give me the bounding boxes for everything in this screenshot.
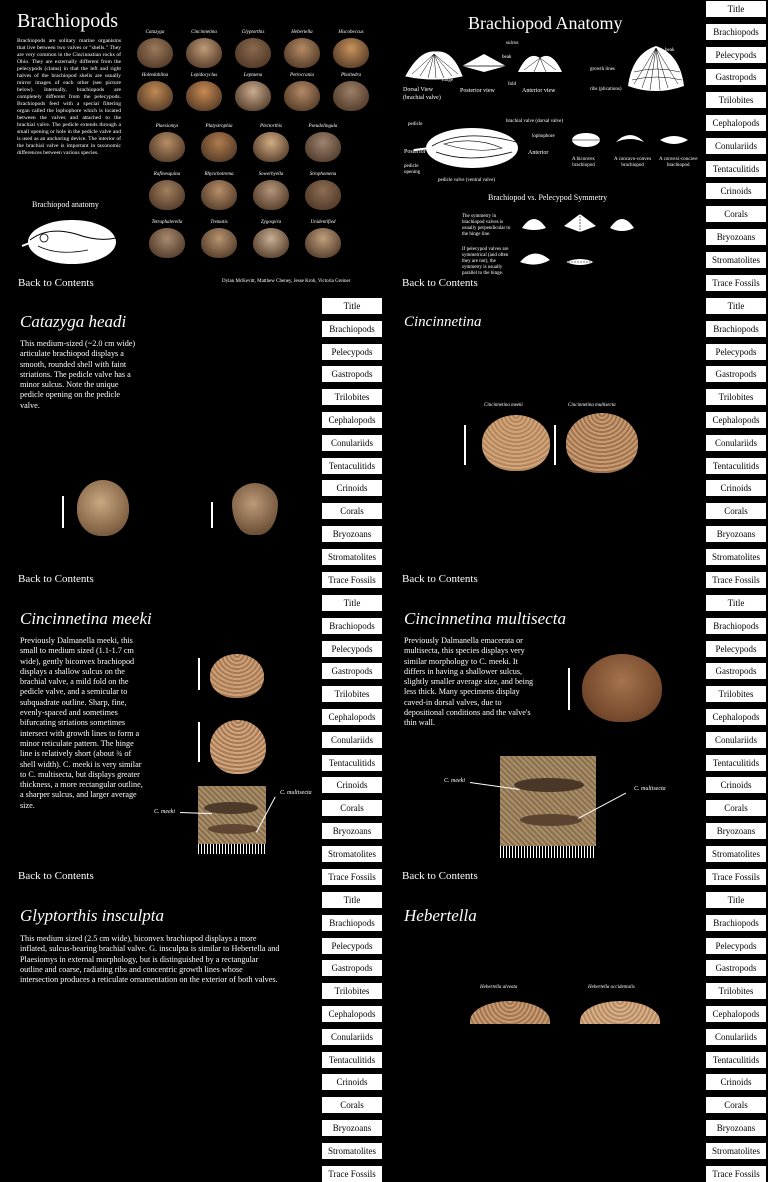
species-photo-unidentified[interactable] <box>305 228 341 258</box>
species-label-hiscobeccus: Hiscobeccus <box>338 30 364 35</box>
nav-item-tentaculitids[interactable]: Tentaculitids <box>706 458 766 474</box>
nav-item-stromatolites[interactable]: Stromatolites <box>706 1143 766 1159</box>
label-pedicle-opening: pedicle opening <box>404 164 421 175</box>
page-brachiopods <box>0 0 384 297</box>
nav-item-stromatolites[interactable]: Stromatolites <box>706 252 766 268</box>
nav-item-title[interactable]: Title <box>706 1 766 17</box>
nav-item-bryozoans[interactable]: Bryozoans <box>706 1120 766 1136</box>
species-photo-platystrophia[interactable] <box>201 132 237 162</box>
nav-item-brachiopods[interactable]: Brachiopods <box>322 321 382 337</box>
symmetry-text-pelecypod: If pelecypod valves are symmetrical (and often they are not), the symmetry is usually parallel to the hinge. <box>462 247 509 276</box>
page-title: Brachiopod Anatomy <box>468 13 623 33</box>
back-to-contents-link[interactable]: Back to Contents <box>18 870 94 882</box>
species-label-catazyga: Catazyga <box>145 30 165 35</box>
species-label-holtedahlina: Holtedahlina <box>141 73 169 78</box>
back-to-contents-link[interactable]: Back to Contents <box>18 277 94 289</box>
nav-item-trace-fossils[interactable]: Trace Fossils <box>706 275 766 291</box>
specimen-photo <box>470 1001 550 1024</box>
species-photo-pseudolingula[interactable] <box>305 132 341 162</box>
label-pedicle-valve: pedicle valve (ventral valve) <box>438 178 496 183</box>
label-pedicle: pedicle <box>408 122 423 127</box>
nav-item-gastropods[interactable]: Gastropods <box>322 663 382 679</box>
nav-item-pelecypods[interactable]: Pelecypods <box>322 641 382 657</box>
specimen-photo <box>582 654 662 722</box>
label-fold: fold <box>508 82 517 87</box>
nav-item-conulariids[interactable]: Conulariids <box>706 732 766 748</box>
nav-item-brachiopods[interactable]: Brachiopods <box>322 915 382 931</box>
species-label-unidentified: Unidentified <box>310 220 336 225</box>
nav-item-tentaculitids[interactable]: Tentaculitids <box>706 755 766 771</box>
label-beak-2: beak <box>665 48 675 53</box>
nav-item-cephalopods[interactable]: Cephalopods <box>706 709 766 725</box>
nav-item-trace-fossils[interactable]: Trace Fossils <box>706 572 766 588</box>
nav-item-gastropods[interactable]: Gastropods <box>706 960 766 976</box>
nav-item-stromatolites[interactable]: Stromatolites <box>706 549 766 565</box>
nav-item-gastropods[interactable]: Gastropods <box>322 960 382 976</box>
nav-item-corals[interactable]: Corals <box>322 800 382 816</box>
label-hinge: hinge <box>442 78 454 83</box>
page-anatomy <box>384 0 706 297</box>
nav-item-stromatolites[interactable]: Stromatolites <box>322 1143 382 1159</box>
specimen-photo <box>482 415 550 471</box>
species-photo-zygospira[interactable] <box>253 228 289 258</box>
species-label-pseudolingula: Pseudolingula <box>308 124 338 129</box>
species-photo-hebertella[interactable] <box>284 38 320 68</box>
species-photo-glyptorthis[interactable] <box>235 38 271 68</box>
nav-item-bryozoans[interactable]: Bryozoans <box>322 823 382 839</box>
back-to-contents-link[interactable]: Back to Contents <box>402 277 478 289</box>
nav-item-corals[interactable]: Corals <box>706 206 766 222</box>
label-hebertella-alveata: Hebertella alveata <box>480 985 518 990</box>
description: This medium-sized (~2.0 cm wide) articulate brachiopod displays a smooth, rounded shell with faint striations. The pedicle valve has a minor sulcus. Note the unique pedicle opening on the pedicle valve. <box>20 339 136 410</box>
label-hebertella-occidentalis: Hebertella occidentalis <box>588 985 635 990</box>
nav-item-stromatolites[interactable]: Stromatolites <box>706 846 766 862</box>
page-title: Catazyga headi <box>20 312 127 331</box>
nav-item-pelecypods[interactable]: Pelecypods <box>322 938 382 954</box>
nav-item-title[interactable]: Title <box>706 892 766 908</box>
nav-item-trace-fossils[interactable]: Trace Fossils <box>322 869 382 885</box>
back-to-contents-link[interactable]: Back to Contents <box>18 573 94 585</box>
nav-item-title[interactable]: Title <box>706 595 766 611</box>
label-c-meeki: C. meeki <box>444 778 465 784</box>
label-c-meeki: C. meeki <box>154 809 175 815</box>
species-photo-rafinesquina[interactable] <box>149 180 185 210</box>
species-photo-cincinnetina[interactable] <box>186 38 222 68</box>
species-photo-petrocrania[interactable] <box>284 81 320 111</box>
scale-bar <box>464 425 466 465</box>
scale-bar <box>198 658 200 690</box>
page-title: Brachiopods <box>17 10 119 32</box>
credits: Dylan McKevitt, Matthew Cheney, Jesse Kroh, Victoria Greiner <box>222 279 351 284</box>
label-growth-lines: growth lines <box>590 67 615 72</box>
species-photo-trematis[interactable] <box>201 228 237 258</box>
nav-item-stromatolites[interactable]: Stromatolites <box>322 549 382 565</box>
nav-item-trace-fossils[interactable]: Trace Fossils <box>322 572 382 588</box>
nav-item-tentaculitids[interactable]: Tentaculitids <box>322 1052 382 1068</box>
nav-item-trilobites[interactable]: Trilobites <box>706 983 766 999</box>
page-title: Glyptorthis insculpta <box>20 906 165 925</box>
nav-item-pelecypods[interactable]: Pelecypods <box>322 344 382 360</box>
nav-item-corals[interactable]: Corals <box>706 1097 766 1113</box>
nav-item-crinoids[interactable]: Crinoids <box>706 480 766 496</box>
description: This medium sized (2.5 cm wide), biconvex brachiopod displays a more inflated, sulcus-bearing brachial valve. G. insculpta is similar to Hebertella and Plaesiomys in external morphology, but is distinguished by a rectangular outline and coarse, radiating ribs and concentric growth lines whose intersection produces a reticulate ornamentation on the exterior of both valves. <box>20 934 280 985</box>
symmetry-diagram <box>516 206 656 276</box>
nav-item-corals[interactable]: Corals <box>322 1097 382 1113</box>
nav-item-gastropods[interactable]: Gastropods <box>706 663 766 679</box>
nav-item-crinoids[interactable]: Crinoids <box>706 1074 766 1090</box>
nav-item-gastropods[interactable]: Gastropods <box>706 69 766 85</box>
nav-item-trace-fossils[interactable]: Trace Fossils <box>706 1166 766 1182</box>
anatomy-caption: Brachiopod anatomy <box>32 200 99 209</box>
scale-bar <box>198 722 200 762</box>
page-catazyga-headi <box>0 297 322 594</box>
label-c-multisecta: C. multisecta <box>634 786 666 792</box>
page-title: Hebertella <box>404 906 477 925</box>
species-photo-holtedahlina[interactable] <box>137 81 173 111</box>
nav-item-conulariids[interactable]: Conulariids <box>322 1029 382 1045</box>
label-beak: beak <box>502 55 512 60</box>
scale-bar <box>568 668 570 710</box>
nav-item-stromatolites[interactable]: Stromatolites <box>322 846 382 862</box>
page-title: Cincinnetina meeki <box>20 609 152 628</box>
scale-bar <box>554 425 556 465</box>
nav-item-cephalopods[interactable]: Cephalopods <box>322 1006 382 1022</box>
species-photo-plaesiomys[interactable] <box>149 132 185 162</box>
specimen-photo <box>77 480 129 536</box>
label-sulcus: sulcus <box>506 41 519 46</box>
nav-item-tentaculitids[interactable]: Tentaculitids <box>706 161 766 177</box>
specimen-photo <box>566 413 638 473</box>
nav-item-trilobites[interactable]: Trilobites <box>706 686 766 702</box>
label-ribs: ribs (plications) <box>590 87 622 92</box>
nav-item-title[interactable]: Title <box>322 595 382 611</box>
species-label-sowerbyella: Sowerbyella <box>258 172 284 177</box>
nav-item-conulariids[interactable]: Conulariids <box>322 732 382 748</box>
species-label-petrocrania: Petrocrania <box>290 73 314 78</box>
page-hebertella <box>384 891 706 1024</box>
specimen-photo <box>210 720 266 774</box>
nav-item-tentaculitids[interactable]: Tentaculitids <box>322 458 382 474</box>
species-label-zygospira: Zygospira <box>260 220 282 225</box>
species-photo-plectorthis[interactable] <box>253 132 289 162</box>
species-photo-lepidocyclus[interactable] <box>186 81 222 111</box>
label-c-multisecta: C. multisecta <box>280 790 312 796</box>
page-glyptorthis-insculpta <box>0 891 322 1024</box>
nav-item-cephalopods[interactable]: Cephalopods <box>706 1006 766 1022</box>
species-label-trematis: Trematis <box>210 220 228 225</box>
specimen-photo <box>210 654 264 698</box>
nav-item-conulariids[interactable]: Conulariids <box>706 435 766 451</box>
intro-text: Brachiopods are solitary marine organisms that live between two valves or "shells." They are very common in the Cincinnatian rocks of Ohio. They are externally different from the pelecypods (clams) in that the left and right halves of the brachiopod shells are usually mirror images of each other (see picture below). Internally, brachiopods are completely different from the pelecypods. Brachiopods feed with a special filtering organ called the lophophore which is located between the valves and attached to the brachial valve. The pedicle extends through a small opening or hole in the pedicle valve and is used as an anchoring device. The interior of the brachial valve is important in taxonomic differences between various species. <box>17 38 121 156</box>
species-photo-strophomena[interactable] <box>305 180 341 210</box>
nav-item-bryozoans[interactable]: Bryozoans <box>706 526 766 542</box>
symmetry-title: Brachiopod vs. Pelecypod Symmetry <box>488 193 608 202</box>
species-photo-catazyga[interactable] <box>137 38 173 68</box>
page-cincinnetina <box>384 297 706 594</box>
scale-bar <box>211 502 213 528</box>
nav-item-trilobites[interactable]: Trilobites <box>706 92 766 108</box>
pointer-line <box>180 812 212 814</box>
species-label-tetraphalerella: Tetraphalerella <box>151 220 183 225</box>
species-label-plectorthis: Plectorthis <box>260 124 282 129</box>
nav-item-pelecypods[interactable]: Pelecypods <box>706 344 766 360</box>
nav-item-conulariids[interactable]: Conulariids <box>706 138 766 154</box>
nav-item-trilobites[interactable]: Trilobites <box>322 983 382 999</box>
anatomy-diagram <box>384 36 706 186</box>
page-title: Cincinnetina multisecta <box>404 609 566 628</box>
species-photo-rhynchotrema[interactable] <box>201 180 237 210</box>
species-photo-tetraphalerella[interactable] <box>149 228 185 258</box>
species-label-cincinnetina: Cincinnetina <box>191 30 217 35</box>
nav-item-brachiopods[interactable]: Brachiopods <box>706 618 766 634</box>
description: Previously Dalmanella meeki, this small to medium sized (1.1-1.7 cm wide), gently biconvex brachiopod displays a shallow sulcus on the brachial valve, a mild fold on the pedicle valve, and a semicular to subquadrate outline. Sharp, fine, evenly-spaced and sometimes bifurcating striations sometimes intersect with growth lines to form a minor reticulate pattern. The hinge line is relatively short (about ¾ of shell width). C. meeki is very similar to C. multisecta, but displays greater thickness, a more rectangular outline, a sharper sulcus, and larger average size. <box>20 636 143 810</box>
nav-item-trilobites[interactable]: Trilobites <box>706 389 766 405</box>
label-dorsal-view: Dorsal View (brachial valve) <box>403 87 441 101</box>
nav-item-corals[interactable]: Corals <box>322 503 382 519</box>
nav-item-trilobites[interactable]: Trilobites <box>322 686 382 702</box>
label-posterior: Posterior <box>404 149 426 155</box>
nav-item-corals[interactable]: Corals <box>706 503 766 519</box>
nav-item-pelecypods[interactable]: Pelecypods <box>706 47 766 63</box>
nav-item-tentaculitids[interactable]: Tentaculitids <box>322 755 382 771</box>
nav-item-conulariids[interactable]: Conulariids <box>322 435 382 451</box>
nav-item-bryozoans[interactable]: Bryozoans <box>706 229 766 245</box>
species-photo-leptaena[interactable] <box>235 81 271 111</box>
nav-item-cephalopods[interactable]: Cephalopods <box>706 412 766 428</box>
label-anterior: Anterior <box>528 150 549 156</box>
specimen-photo <box>580 1001 660 1024</box>
nav-item-trace-fossils[interactable]: Trace Fossils <box>706 869 766 885</box>
nav-item-crinoids[interactable]: Crinoids <box>322 1074 382 1090</box>
nav-item-title[interactable]: Title <box>322 892 382 908</box>
nav-item-crinoids[interactable]: Crinoids <box>322 480 382 496</box>
page-title: Cincinnetina <box>404 314 482 330</box>
back-to-contents-link[interactable]: Back to Contents <box>402 870 478 882</box>
description: Previously Dalmanella emacerata or multisecta, this species displays very similar morphology to C. meeki. It differs in having a shallower sulcus, slightly smaller average size, and being less thick. Many specimens display caved-in dorsal valves, due to depositional conditions and the valve's thin wall. <box>404 636 534 728</box>
species-label-platystrophia: Platystrophia <box>205 124 233 129</box>
specimen-photo <box>232 483 278 535</box>
nav-item-pelecypods[interactable]: Pelecypods <box>706 938 766 954</box>
scale-bar <box>62 496 64 528</box>
nav-item-trilobites[interactable]: Trilobites <box>322 389 382 405</box>
species-label-rhynchotrema: Rhynchotrema <box>204 172 234 177</box>
species-label-pholtedra: Pholtedra <box>341 73 361 78</box>
nav-item-bryozoans[interactable]: Bryozoans <box>322 1120 382 1136</box>
nav-item-crinoids[interactable]: Crinoids <box>706 777 766 793</box>
nav-item-cephalopods[interactable]: Cephalopods <box>706 115 766 131</box>
species-label-plaesiomys: Plaesiomys <box>155 124 179 129</box>
symmetry-text-brachiopod: The symmetry in brachiopod valves is usually perpendicular to the hinge line. <box>462 214 511 237</box>
label-brachial-valve: brachial valve (dorsal valve) <box>506 119 564 124</box>
label-concavo-convex: A concavo-convex brachiopod <box>614 157 652 168</box>
nav-item-corals[interactable]: Corals <box>706 800 766 816</box>
nav-item-brachiopods[interactable]: Brachiopods <box>706 24 766 40</box>
label-anterior-view: Anterior view <box>522 88 556 94</box>
species-label-strophomena: Strophomena <box>309 172 337 177</box>
species-label-hebertella: Hebertella <box>291 30 313 35</box>
label-convexi-concave: A convexi-concave brachiopod <box>659 157 698 168</box>
comparison-photo <box>500 756 596 858</box>
page-cincinnetina-multisecta <box>384 594 706 891</box>
nav-item-brachiopods[interactable]: Brachiopods <box>706 915 766 931</box>
species-label-rafinesquina: Rafinesquina <box>153 172 181 177</box>
back-to-contents-link[interactable]: Back to Contents <box>402 573 478 585</box>
species-label-lepidocyclus: Lepidocyclus <box>190 73 218 78</box>
species-label-leptaena: Leptaena <box>243 73 263 78</box>
nav-item-title[interactable]: Title <box>706 298 766 314</box>
nav-item-conulariids[interactable]: Conulariids <box>706 1029 766 1045</box>
label-cincinnetina-multisecta: Cincinnetina multisecta <box>568 403 616 408</box>
nav-item-cephalopods[interactable]: Cephalopods <box>322 412 382 428</box>
nav-item-pelecypods[interactable]: Pelecypods <box>706 641 766 657</box>
nav-item-crinoids[interactable]: Crinoids <box>322 777 382 793</box>
nav-item-crinoids[interactable]: Crinoids <box>706 183 766 199</box>
nav-item-bryozoans[interactable]: Bryozoans <box>706 823 766 839</box>
nav-item-brachiopods[interactable]: Brachiopods <box>706 321 766 337</box>
nav-item-bryozoans[interactable]: Bryozoans <box>322 526 382 542</box>
label-cincinnetina-meeki: Cincinnetina meeki <box>484 403 523 408</box>
anatomy-thumbnail <box>18 216 120 268</box>
species-photo-hiscobeccus[interactable] <box>333 38 369 68</box>
label-biconvex: A biconvex brachiopod <box>572 157 595 168</box>
nav-item-cephalopods[interactable]: Cephalopods <box>322 709 382 725</box>
comparison-photo <box>198 786 266 854</box>
nav-item-title[interactable]: Title <box>322 298 382 314</box>
label-lophophore: lophophore <box>532 134 555 139</box>
label-posterior-view: Posterior view <box>460 88 495 94</box>
nav-item-trace-fossils[interactable]: Trace Fossils <box>322 1166 382 1182</box>
nav-item-gastropods[interactable]: Gastropods <box>322 366 382 382</box>
species-photo-pholtedra[interactable] <box>333 81 369 111</box>
page-cincinnetina-meeki <box>0 594 322 891</box>
nav-item-gastropods[interactable]: Gastropods <box>706 366 766 382</box>
nav-item-tentaculitids[interactable]: Tentaculitids <box>706 1052 766 1068</box>
species-photo-sowerbyella[interactable] <box>253 180 289 210</box>
species-label-glyptorthis: Glyptorthis <box>241 30 265 35</box>
nav-item-brachiopods[interactable]: Brachiopods <box>322 618 382 634</box>
